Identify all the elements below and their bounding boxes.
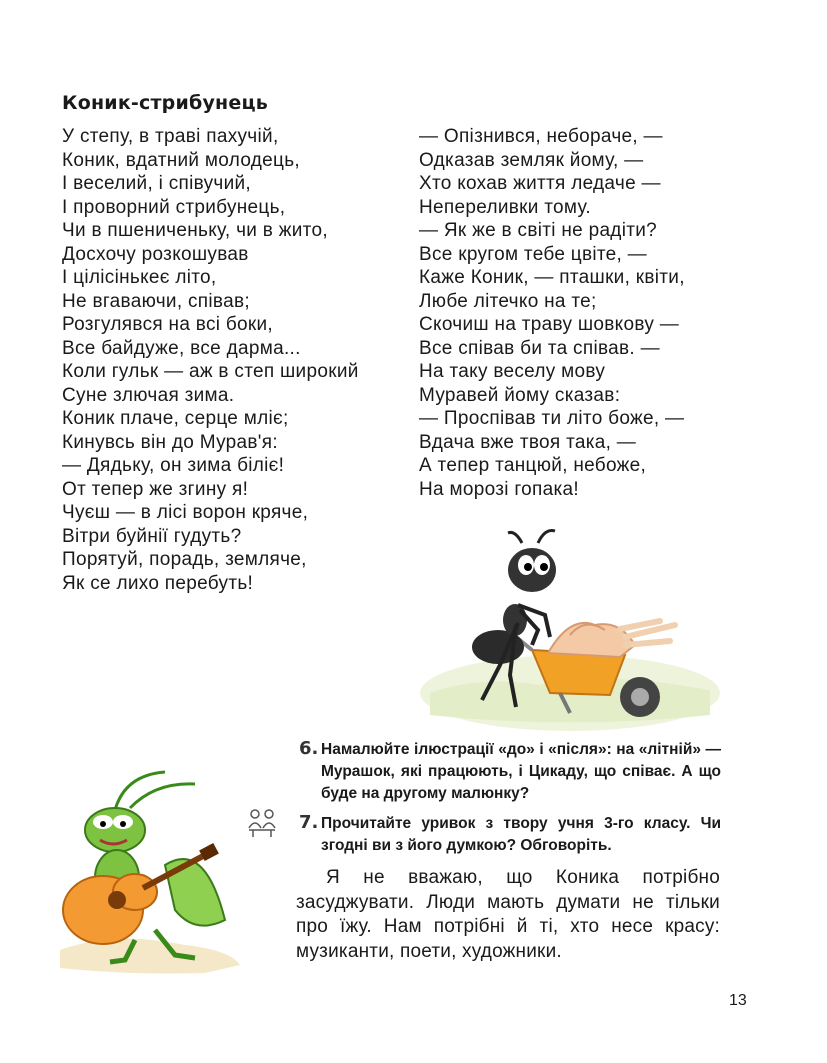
task-text: Прочитайте уривок з твору учня 3-го класу. Чи згодні ви з його думкою? Обговоріть. xyxy=(321,815,721,854)
pair-work-icon xyxy=(245,808,279,838)
poem-line: А тепер танцюй, небоже, xyxy=(419,455,647,476)
poem-line: Порятуй, порадь, земляче, xyxy=(62,549,307,570)
poem-line: Муравей йому сказав: xyxy=(419,384,621,406)
poem-line: — Дядьку, он зима біліє! xyxy=(62,455,285,476)
poem-line: Непереливки тому. xyxy=(419,196,591,218)
poem-line: І веселий, і співучий, xyxy=(62,173,252,194)
poem-line: Чи в пшениченьку, чи в жито, xyxy=(62,220,328,241)
poem-line: — Опізнився, небораче, — xyxy=(419,126,663,147)
poem-line: На таку веселу мову xyxy=(419,361,606,382)
poem-line: Коли гульк — аж в степ широкий xyxy=(62,361,359,382)
poem-line: Коник плаче, серце мліє; xyxy=(62,408,289,429)
task-number: 7. xyxy=(299,812,319,833)
task-text: Намалюйте ілюстрації «до» і «після»: на «літній» — Мурашок, які працюють, і Цикаду, що співає. А що буде на другому малюнку? xyxy=(321,741,721,802)
poem-left-column xyxy=(62,125,359,595)
poem-line: На морозі гопака! xyxy=(419,478,579,500)
poem-line: Любе літечко на те; xyxy=(419,290,597,312)
poem-line: Суне злючая зима. xyxy=(62,384,235,406)
poem-line: Досхочу розкошував xyxy=(62,243,249,265)
poem-line: Одказав земляк йому, — xyxy=(419,149,644,171)
student-essay: Я не вважаю, що Коника потрібно засуджувати. Люди мають думати не тільки про їжу. Нам потрібні й ті, хто несе красу: музиканти, поети, художники. xyxy=(296,867,720,962)
task-number: 6. xyxy=(299,738,319,759)
poem-line: І цілісінькеє літо, xyxy=(62,267,217,288)
poem-line: Вдача вже твоя така, — xyxy=(419,431,637,453)
poem-line: Вітри буйнії гудуть? xyxy=(62,525,242,547)
poem-line: — Проспівав ти літо боже, — xyxy=(419,408,685,429)
poem-line: Все кругом тебе цвіте, — xyxy=(419,243,647,265)
poem-title: Коник-стрибунець xyxy=(62,92,268,114)
poem-line: Не вгаваючи, співав; xyxy=(62,290,250,312)
poem-right-column xyxy=(419,125,685,501)
poem-line: Каже Коник, — пташки, квіти, xyxy=(419,267,685,288)
poem-line: Кинувсь він до Мурав'я: xyxy=(62,431,278,453)
poem-line: Як се лихо перебуть! xyxy=(62,572,254,594)
poem-line: Розгулявся на всі боки, xyxy=(62,314,274,335)
task-7 xyxy=(299,812,721,857)
ant-with-wheelbarrow-illustration xyxy=(420,525,720,735)
poem-line: У степу, в траві пахучій, xyxy=(62,126,279,147)
poem-line: Скочиш на траву шовкову — xyxy=(419,314,680,335)
grasshopper-with-guitar-illustration xyxy=(55,770,245,975)
page-number: 13 xyxy=(729,992,747,1009)
poem-line: От тепер же згину я! xyxy=(62,478,249,500)
poem-line: Все співав би та співав. — xyxy=(419,337,660,359)
poem-line: Чуєш — в лісі ворон кряче, xyxy=(62,502,309,523)
poem-line: — Як же в світі не радіти? xyxy=(419,220,657,241)
poem-line: І проворний стрибунець, xyxy=(62,196,286,218)
task-6 xyxy=(299,738,721,805)
poem-line: Коник, вдатний молодець, xyxy=(62,149,301,171)
poem-line: Хто кохав життя ледаче — xyxy=(419,173,661,194)
poem-line: Все байдуже, все дарма... xyxy=(62,337,301,359)
